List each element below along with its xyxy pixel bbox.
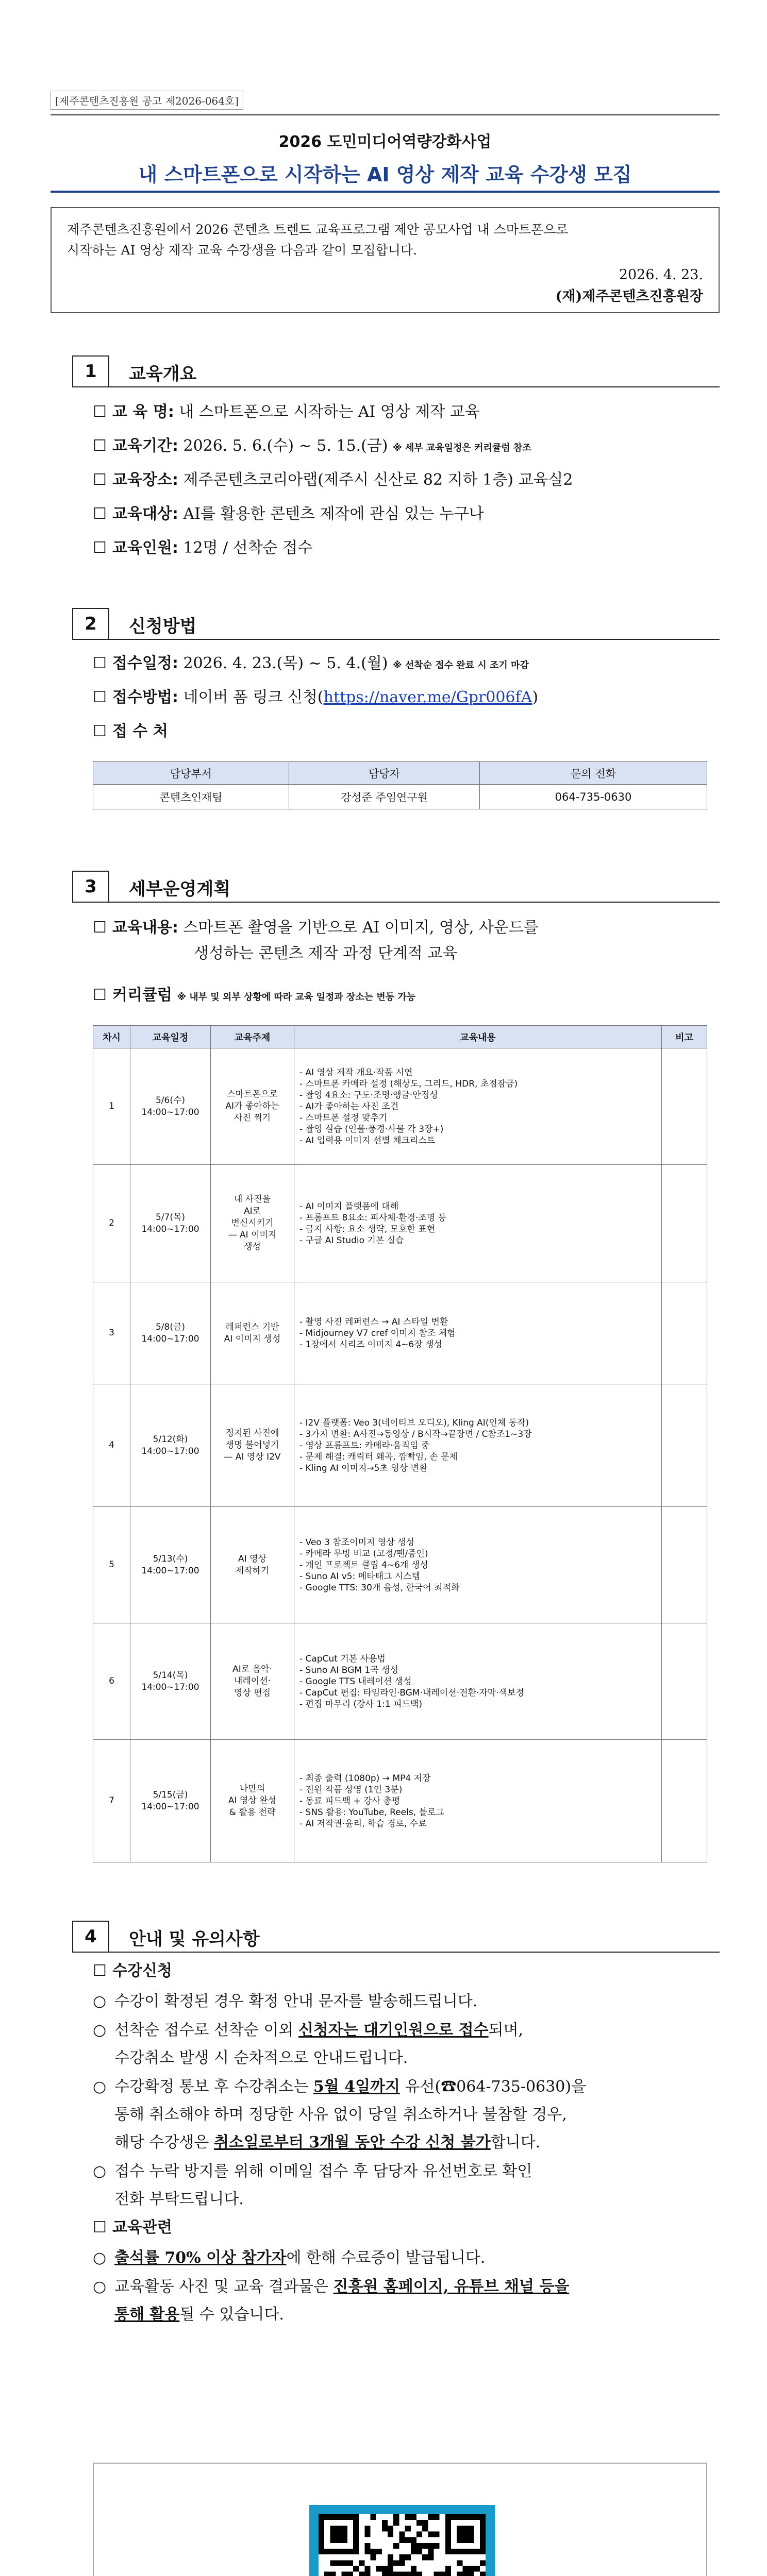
qr-code-box (93, 2463, 707, 2576)
qr-module (376, 2549, 382, 2554)
top-divider (51, 114, 720, 115)
checkbox-icon: ☐ (93, 1962, 107, 1980)
naver-form-link[interactable]: https://naver.me/Gpr006fA (323, 688, 532, 706)
circle-bullet-icon: ○ (93, 1992, 107, 2010)
qr-module (428, 2543, 433, 2549)
qr-module (342, 2526, 347, 2531)
page-title: 내 스마트폰으로 시작하는 AI 영상 제작 교육 수강생 모집 (138, 163, 632, 186)
qr-module (388, 2532, 393, 2537)
qr-module (388, 2554, 393, 2560)
qr-module (342, 2572, 347, 2576)
qr-module (393, 2572, 399, 2576)
qr-module (319, 2543, 324, 2549)
qr-module (428, 2514, 433, 2520)
qr-module (393, 2543, 399, 2549)
qr-module (468, 2572, 474, 2576)
qr-module (480, 2520, 486, 2526)
qr-module (457, 2537, 462, 2543)
qr-module (342, 2537, 347, 2543)
qr-module (422, 2543, 428, 2549)
qr-module (411, 2543, 416, 2549)
qr-module (353, 2537, 359, 2543)
qr-module (399, 2560, 405, 2566)
qr-module (468, 2566, 474, 2572)
qr-module (336, 2514, 342, 2520)
qr-module (433, 2543, 439, 2549)
qr-module (393, 2520, 399, 2526)
session-note (662, 1623, 707, 1740)
session-content: - AI 영상 제작 개요·작품 시연 - 스마트폰 카메라 설정 (해상도, 그리드, HDR, 초점잠금) - 촬영 4요소: 구도·조명·앵글·안정성 - AI가 좋아하는 사진 조건 - 스마트폰 설정 맞추기 - 촬영 실습 (인물·풍경·사물 각 3장+) - AI 입력용 이미지 선별 체크리스트 (294, 1048, 662, 1165)
section-3-header (72, 871, 720, 903)
qr-module (474, 2549, 480, 2554)
overview-item-target: ☐ 교육대상: AI를 활용한 콘텐츠 제작에 관심 있는 누구나 (93, 502, 720, 527)
qr-module (462, 2549, 468, 2554)
table-header: 문의 전화 (480, 762, 707, 785)
session-topic: 스마트폰으로 AI가 좋아하는 사진 찍기 (211, 1048, 294, 1165)
section-1-header (72, 355, 720, 387)
qr-module (405, 2526, 411, 2531)
qr-module (347, 2514, 353, 2520)
section-title: 안내 및 유의사항 (129, 1929, 260, 1950)
checkbox-icon: ☐ (93, 2218, 107, 2236)
qr-module (382, 2566, 388, 2572)
checkbox-icon: ☐ (93, 986, 107, 1004)
overview-item-period: ☐ 교육기간: 2026. 5. 6.(수) ~ 5. 15.(금) ※ 세부 교육일정은 커리큘럼 참조 (93, 434, 720, 461)
table-cell: 064-735-0630 (480, 785, 707, 809)
notice-item-4: ○ 접수 누락 방지를 위해 이메일 접수 후 담당자 유선번호로 확인 전화 부탁드립니다. (114, 2158, 720, 2213)
circle-bullet-icon: ○ (93, 2249, 107, 2267)
table-header: 담당자 (289, 762, 480, 785)
intro-organization: (재)제주콘텐츠진흥원장 (555, 289, 703, 304)
session-topic: AI 영상 제작하기 (211, 1507, 294, 1623)
qr-module (330, 2549, 336, 2554)
section-2-header (72, 608, 720, 640)
session-note (662, 1282, 707, 1384)
qr-module (457, 2560, 462, 2566)
education-content: ☐ 교육내용: 스마트폰 촬영을 기반으로 AI 이미지, 영상, 사운드를 생성하는 콘텐츠 제작 과정 단계적 교육 (93, 915, 720, 967)
curriculum-label: ☐ 커리큘럼 ※ 내부 및 외부 상황에 따라 교육 일정과 장소는 변동 가능 (93, 983, 720, 1010)
header-divider (51, 191, 720, 193)
notice-item-2: ○ 선착순 접수로 선착순 이외 신청자는 대기인원으로 접수되며, 수강취소 발생 시 순차적으로 안내드립니다. (114, 2016, 720, 2072)
qr-module (371, 2554, 376, 2560)
session-number: 4 (93, 1384, 130, 1507)
qr-module (359, 2560, 364, 2566)
session-note (662, 1165, 707, 1282)
qr-module (330, 2532, 336, 2537)
qr-module (330, 2572, 336, 2576)
checkbox-icon: ☐ (93, 505, 107, 523)
checkbox-icon: ☐ (93, 722, 107, 740)
intro-date: 2026. 4. 23. (619, 267, 703, 283)
qr-module (457, 2532, 462, 2537)
qr-module (422, 2526, 428, 2531)
qr-module (336, 2537, 342, 2543)
table-cell: 강성준 주임연구원 (289, 785, 480, 809)
session-date: 5/6(수) 14:00~17:00 (130, 1048, 211, 1165)
section-title: 세부운영계획 (129, 879, 231, 900)
qr-module (468, 2526, 474, 2531)
qr-module (445, 2520, 451, 2526)
session-date: 5/13(수) 14:00~17:00 (130, 1507, 211, 1623)
qr-module (388, 2572, 393, 2576)
section-number: 1 (72, 355, 109, 387)
qr-module (353, 2514, 359, 2520)
session-note (662, 1507, 707, 1623)
qr-module (336, 2532, 342, 2537)
qr-module (393, 2560, 399, 2566)
qr-module (428, 2554, 433, 2560)
education-label: ☐ 교육관련 (93, 2215, 720, 2240)
session-topic: 정지된 사진에 생명 불어넣기 — AI 영상 I2V (211, 1384, 294, 1507)
section-4-header (72, 1921, 720, 1953)
qr-module (480, 2543, 486, 2549)
qr-module (364, 2526, 370, 2531)
qr-module (353, 2520, 359, 2526)
qr-module (433, 2514, 439, 2520)
session-date: 5/7(목) 14:00~17:00 (130, 1165, 211, 1282)
session-content: - I2V 플랫폼: Veo 3(네이티브 오디오), Kling AI(인체 동작) - 3가지 변환: A사진→동영상 / B시작→끝장면 / C참조1~3장 - 영상 프롬프트: 카메라·움직임 중 - 문제 해결: 캐릭터 왜곡, 깜빡임, 손 문제 - Kling AI 이미지→5초 영상 변환 (294, 1384, 662, 1507)
qr-module (347, 2549, 353, 2554)
qr-module (422, 2554, 428, 2560)
qr-module (353, 2532, 359, 2537)
circle-bullet-icon: ○ (93, 2162, 107, 2180)
qr-module (364, 2543, 370, 2549)
apply-contact-label: ☐ 접 수 처 (93, 719, 720, 744)
qr-module (445, 2566, 451, 2572)
table-header: 교육내용 (294, 1026, 662, 1048)
session-number: 1 (93, 1048, 130, 1165)
qr-module (411, 2549, 416, 2554)
section-title: 신청방법 (129, 616, 197, 637)
section-title: 교육개요 (129, 364, 197, 384)
table-header: 교육주제 (211, 1026, 294, 1048)
session-note (662, 1048, 707, 1165)
qr-module (405, 2572, 411, 2576)
qr-module (480, 2514, 486, 2520)
qr-module (457, 2514, 462, 2520)
qr-module (319, 2549, 324, 2554)
qr-module (319, 2532, 324, 2537)
checkbox-icon: ☐ (93, 403, 107, 421)
table-row (93, 1740, 707, 1862)
qr-module (324, 2549, 330, 2554)
checkbox-icon: ☐ (93, 471, 107, 489)
qr-module (440, 2572, 445, 2576)
qr-module (416, 2572, 422, 2576)
qr-module (353, 2566, 359, 2572)
qr-module (474, 2566, 480, 2572)
session-note (662, 1740, 707, 1862)
qr-module (336, 2526, 342, 2531)
session-date: 5/8(금) 14:00~17:00 (130, 1282, 211, 1384)
table-header: 담당부서 (93, 762, 289, 785)
overview-item-location: ☐ 교육장소: 제주콘텐츠코리아랩(제주시 신산로 82 지하 1층) 교육실2 (93, 468, 720, 493)
session-date: 5/15(금) 14:00~17:00 (130, 1740, 211, 1862)
session-number: 6 (93, 1623, 130, 1740)
qr-module (399, 2554, 405, 2560)
session-topic: 나만의 AI 영상 완성 & 활용 전략 (211, 1740, 294, 1862)
table-row (93, 1623, 707, 1740)
qr-module (462, 2572, 468, 2576)
qr-module (411, 2537, 416, 2543)
page-subtitle: 2026 도민미디어역량강화사업 (278, 133, 492, 151)
qr-module (342, 2560, 347, 2566)
qr-module (405, 2514, 411, 2520)
checkbox-icon: ☐ (93, 539, 107, 557)
session-content: - CapCut 기본 사용법 - Suno AI BGM 1곡 생성 - Google TTS 내레이션 생성 - CapCut 편집: 타임라인·BGM·내레이션·전환·자막·색보정 - 편집 마무리 (강사 1:1 피드백) (294, 1623, 662, 1740)
qr-module (388, 2566, 393, 2572)
intro-line-1: 제주콘텐츠진흥원에서 2026 콘텐츠 트렌드 교육프로그램 제안 공모사업 내 스마트폰으로 (67, 222, 569, 237)
qr-module (376, 2566, 382, 2572)
qr-module (330, 2526, 336, 2531)
qr-module (462, 2514, 468, 2520)
qr-module (468, 2537, 474, 2543)
session-content: - AI 이미지 플랫폼에 대해 - 프롬프트 8요소: 피사체·환경·조명 등 - 금지 사항: 요소 생략, 모호한 표현 - 구글 AI Studio 기본 실습 (294, 1165, 662, 1282)
table-row (93, 1048, 707, 1165)
qr-module (428, 2549, 433, 2554)
enrollment-label: ☐ 수강신청 (93, 1959, 720, 1984)
circle-bullet-icon: ○ (93, 2278, 107, 2296)
qr-module (462, 2532, 468, 2537)
qr-module (457, 2549, 462, 2554)
qr-module (445, 2543, 451, 2549)
qr-module (480, 2572, 486, 2576)
qr-module (364, 2566, 370, 2572)
qr-module (445, 2526, 451, 2531)
qr-module (319, 2537, 324, 2543)
qr-module (468, 2532, 474, 2537)
qr-module (445, 2514, 451, 2520)
qr-module (330, 2537, 336, 2543)
qr-module (388, 2560, 393, 2566)
section-number: 2 (72, 608, 109, 640)
session-content: - Veo 3 참조이미지 영상 생성 - 카메라 무빙 비교 (고정/팬/줌인) - 개인 프로젝트 클립 4~6개 생성 - Suno AI v5: 메타태그 시스템 - Google TTS: 30개 음성, 한국어 최적화 (294, 1507, 662, 1623)
apply-schedule: ☐ 접수일정: 2026. 4. 23.(목) ~ 5. 4.(월) ※ 선착순 접수 완료 시 조기 마감 (93, 651, 720, 678)
table-header-row (93, 762, 707, 785)
qr-module (416, 2543, 422, 2549)
qr-module (462, 2526, 468, 2531)
qr-module (411, 2572, 416, 2576)
circle-bullet-icon: ○ (93, 2021, 107, 2039)
table-header: 차시 (93, 1026, 130, 1048)
qr-module (405, 2554, 411, 2560)
qr-module (411, 2514, 416, 2520)
qr-module (324, 2514, 330, 2520)
apply-method: ☐ 접수방법: 네이버 폼 링크 신청(https://naver.me/Gpr006fA) (93, 685, 720, 710)
qr-module (462, 2566, 468, 2572)
session-date: 5/12(화) 14:00~17:00 (130, 1384, 211, 1507)
qr-module (382, 2520, 388, 2526)
qr-module (428, 2532, 433, 2537)
qr-module (382, 2572, 388, 2576)
qr-module (336, 2560, 342, 2566)
table-row (93, 1165, 707, 1282)
table-row (93, 1507, 707, 1623)
qr-code-icon[interactable] (309, 2505, 495, 2576)
qr-module (416, 2532, 422, 2537)
session-topic: 레퍼런스 기반 AI 이미지 생성 (211, 1282, 294, 1384)
qr-module (371, 2514, 376, 2520)
session-date: 5/14(목) 14:00~17:00 (130, 1623, 211, 1740)
qr-module (451, 2549, 457, 2554)
notice-item-3: ○ 수강확정 통보 후 수강취소는 5월 4일까지 유선(☎064-735-0630)을 통해 취소해야 하며 정당한 사유 없이 당일 취소하거나 불참할 경우, 해당 수강생은 취소일로부터 3개월 동안 수강 신청 불가합니다. (114, 2073, 720, 2157)
qr-module (319, 2526, 324, 2531)
qr-module (480, 2537, 486, 2543)
qr-module (416, 2520, 422, 2526)
qr-module (457, 2526, 462, 2531)
session-content: - 촬영 사진 레퍼런스 → AI 스타일 변환 - Midjourney V7 cref 이미지 참조 체험 - 1장에서 시리즈 이미지 4~6장 생성 (294, 1282, 662, 1384)
qr-module (433, 2532, 439, 2537)
qr-module (330, 2514, 336, 2520)
qr-module (445, 2532, 451, 2537)
qr-module (445, 2537, 451, 2543)
session-note (662, 1384, 707, 1507)
circle-bullet-icon: ○ (93, 2078, 107, 2096)
notice-number: [제주콘텐츠진흥원 공고 제2026-064호] (51, 91, 243, 110)
contact-table (93, 761, 707, 809)
qr-module (364, 2532, 370, 2537)
qr-module (342, 2549, 347, 2554)
section-number: 4 (72, 1921, 109, 1953)
session-number: 2 (93, 1165, 130, 1282)
session-number: 7 (93, 1740, 130, 1862)
qr-module (382, 2526, 388, 2531)
qr-module (416, 2549, 422, 2554)
qr-module (474, 2514, 480, 2520)
qr-module (399, 2532, 405, 2537)
session-topic: AI로 음악· 내레이션· 영상 편집 (211, 1623, 294, 1740)
qr-module (353, 2543, 359, 2549)
qr-module (445, 2572, 451, 2576)
qr-module (388, 2526, 393, 2531)
table-cell: 콘텐츠인재팀 (93, 785, 289, 809)
qr-module (445, 2549, 451, 2554)
qr-module (364, 2549, 370, 2554)
session-content: - 최종 출력 (1080p) → MP4 저장 - 전원 작품 상영 (1인 3분) - 동료 피드백 + 강사 총평 - SNS 활용: YouTube, Reels, 블로그 - AI 저작권·윤리, 학습 경로, 수료 (294, 1740, 662, 1862)
qr-module (353, 2526, 359, 2531)
table-row (93, 1282, 707, 1384)
checkbox-icon: ☐ (93, 919, 107, 937)
qr-module (462, 2537, 468, 2543)
page-header (51, 129, 720, 187)
table-row (93, 785, 707, 809)
qr-module (364, 2572, 370, 2576)
notice-item-6: ○ 교육활동 사진 및 교육 결과물은 진흥원 홈페이지, 유튜브 채널 등을 통해 활용될 수 있습니다. (114, 2273, 720, 2329)
qr-module (330, 2560, 336, 2566)
qr-module (347, 2572, 353, 2576)
overview-item-course-name: ☐ 교 육 명: 내 스마트폰으로 시작하는 AI 영상 제작 교육 (93, 400, 720, 425)
qr-module (353, 2549, 359, 2554)
qr-module (347, 2560, 353, 2566)
qr-module (319, 2514, 324, 2520)
qr-module (399, 2537, 405, 2543)
curriculum-table (93, 1025, 707, 1862)
qr-module (405, 2537, 411, 2543)
table-header-row (93, 1026, 707, 1048)
checkbox-icon: ☐ (93, 688, 107, 706)
table-header: 비고 (662, 1026, 707, 1048)
checkbox-icon: ☐ (93, 654, 107, 672)
qr-module (371, 2549, 376, 2554)
session-topic: 내 사진을 AI로 변신시키기 — AI 이미지 생성 (211, 1165, 294, 1282)
qr-module (480, 2549, 486, 2554)
notice-item-5: ○ 출석률 70% 이상 참가자에 한해 수료증이 발급됩니다. (114, 2244, 720, 2272)
qr-module (411, 2566, 416, 2572)
qr-module (468, 2549, 474, 2554)
intro-box (51, 207, 720, 313)
qr-module (451, 2514, 457, 2520)
qr-module (457, 2572, 462, 2576)
qr-module (399, 2572, 405, 2576)
qr-module (468, 2514, 474, 2520)
qr-module (359, 2572, 364, 2576)
qr-module (480, 2560, 486, 2566)
section-number: 3 (72, 871, 109, 903)
intro-line-2: 시작하는 AI 영상 제작 교육 수강생을 다음과 같이 모집합니다. (67, 243, 418, 258)
checkbox-icon: ☐ (93, 437, 107, 455)
qr-module (324, 2572, 330, 2576)
table-row (93, 1384, 707, 1507)
session-number: 5 (93, 1507, 130, 1623)
qr-module (319, 2520, 324, 2526)
qr-module (480, 2526, 486, 2531)
qr-module (433, 2572, 439, 2576)
qr-module (480, 2532, 486, 2537)
qr-module (342, 2514, 347, 2520)
qr-module (336, 2549, 342, 2554)
notice-item-1: ○ 수강이 확정된 경우 확정 안내 문자를 발송해드립니다. (114, 1988, 720, 2015)
qr-module (422, 2520, 428, 2526)
overview-item-capacity: ☐ 교육인원: 12명 / 선착순 접수 (93, 536, 720, 561)
table-header: 교육일정 (130, 1026, 211, 1048)
qr-module (393, 2514, 399, 2520)
qr-module (342, 2532, 347, 2537)
session-number: 3 (93, 1282, 130, 1384)
